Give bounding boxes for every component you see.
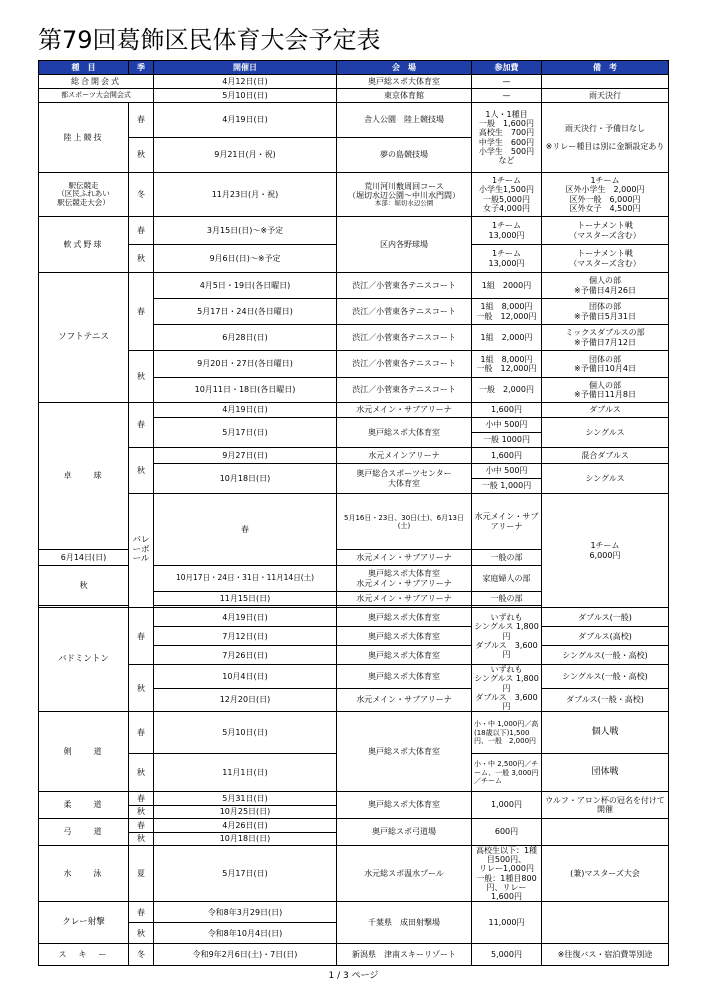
table-row [39,902,669,923]
season-label: 春 [154,494,337,566]
table-row [39,351,669,378]
event-venue: 奥戸総スポ大体育室 [337,608,472,627]
event-venue: 渋江／小菅東各テニスコート [337,351,472,378]
season-label: 冬 [129,944,154,966]
table-row [39,89,669,103]
col-fee: 参加費 [472,61,542,75]
event-name: 弓 道 [39,819,129,846]
event-date: 令和8年10月4日(日) [154,923,337,944]
event-fee: 小中 500円 [472,464,542,479]
col-event: 種 目 [39,61,129,75]
table-row [39,403,669,418]
event-date: 3月15日(日)～※予定 [154,217,337,245]
table-row [39,494,669,550]
event-date: 4月12日(日) [154,75,337,89]
event-name: クレー射撃 [39,902,129,944]
event-name: 総合開会式 [39,75,154,89]
event-name: 都スポーツ大会開会式 [39,89,154,103]
table-row [39,665,669,688]
event-note: 家庭婦人の部 [472,566,542,592]
event-date: 9月20日・27日(各日曜日) [154,351,337,378]
season-label: 春 [129,712,154,754]
event-note: ダブルス [542,403,669,418]
event-fee: 1,600円 [472,448,542,464]
event-note: 雨天決行・予備日なし ※リレー種目は別に金額設定あり [542,103,669,173]
event-venue: 新潟県 津南スキーリゾート [337,944,472,966]
event-date: 4月19日(日) [154,103,337,138]
event-fee: 高校生以下：1種目500円、 リレー1,000円 一般：1種目800円、リレー 1,600円 [472,846,542,902]
event-note: ダブルス(一般・高校) [542,688,669,711]
event-venue: 水元メイン・サブアリーナ [337,688,472,711]
event-fee: 1チーム 6,000円 [542,494,669,608]
event-venue: 渋江／小菅東各テニスコート [337,378,472,403]
season-label: 秋 [129,245,154,273]
event-date: 4月26日(日) [154,819,337,833]
season-label: 冬 [129,173,154,217]
event-venue: 奥戸総スポ大体育室 [337,665,472,688]
table-row [39,944,669,966]
event-fee: 600円 [472,819,542,846]
season-label: 秋 [129,448,154,494]
event-venue: 奥戸総スポ大体育室 [337,418,472,448]
page-title: 第79回葛飾区民体育大会予定表 [38,26,381,54]
event-note: 個人戦 [542,712,669,754]
event-date: 5月31日(日) [154,792,337,806]
header-row [39,61,669,75]
event-note: 一般の部 [472,592,542,606]
event-date: 12月20日(日) [154,688,337,711]
event-fee: 小・中 2,500円／チーム、一般 3,000円／チーム [472,754,542,792]
event-date: 10月11日・18日(各日曜日) [154,378,337,403]
event-date: 11月23日(月・祝) [154,173,337,217]
event-note: ウルフ・アロン杯の冠名を付けて開催 [542,792,669,819]
event-name: 軟式野球 [39,217,129,273]
event-venue: 奥戸総スポ大体育室 [337,627,472,646]
event-fee: 一般 1000円 [472,433,542,448]
event-note: 団体戦 [542,754,669,792]
event-name: ソフトテニス [39,273,129,403]
event-venue: 奥戸総スポ大体育室 [337,792,472,819]
col-venue: 会 場 [337,61,472,75]
season-label: 春 [129,608,154,665]
season-label: 秋 [129,351,154,403]
table-row [39,173,669,217]
col-note: 備 考 [542,61,669,75]
event-name: 陸上競技 [39,103,129,173]
event-note [542,819,669,846]
season-label: 春 [129,403,154,448]
event-date: 7月26日(日) [154,646,337,665]
event-date: 10月17日・24日・31日・11月14日(土) [154,566,337,592]
event-note: トーナメント戦 （マスターズ含む） [542,217,669,245]
event-fee: 1人・1種目 一般 1,600円 高校生 700円 中学生 600円 小学生 500円 など [472,103,542,173]
event-date: 令和9年2月6日(土)・7日(日) [154,944,337,966]
event-date: 11月1日(日) [154,754,337,792]
event-fee: 1チーム 13,000円 [472,245,542,273]
season-label: 春 [129,217,154,245]
season-label: 秋 [129,665,154,712]
event-venue: 千葉県 成田射撃場 [337,902,472,944]
event-venue: 区内各野球場 [337,217,472,273]
event-fee: 一般 1,000円 [472,479,542,494]
event-date: 9月6日(日)～※予定 [154,245,337,273]
event-date: 4月5日・19日(各日曜日) [154,273,337,299]
event-venue: 水元メイン・サブアリーナ [337,403,472,418]
season-label: 秋 [129,833,154,846]
event-date: 4月19日(日) [154,608,337,627]
event-note: 雨天決行 [542,89,669,103]
table-row [39,103,669,138]
table-row [39,75,669,89]
table-row [39,792,669,806]
event-date: 11月15日(日) [154,592,337,606]
event-note: ミックスダブルスの部 ※予備日7月12日 [542,325,669,351]
event-fee: 1チーム 小学生1,500円 一般5,000円 女子4,000円 [472,173,542,217]
event-fee: 1,600円 [472,403,542,418]
event-note: シングルス [542,418,669,448]
event-date: 10月25日(日) [154,806,337,819]
event-fee: — [472,75,542,89]
event-note: 混合ダブルス [542,448,669,464]
event-fee: 小中 500円 [472,418,542,433]
table-row [39,819,669,833]
event-date: 5月10日(日) [154,712,337,754]
event-date: 5月16日・23日、30日(土)、6月13日(土) [337,494,472,550]
event-fee: 1チーム 13,000円 [472,217,542,245]
page-number: 1 / 3 ページ [328,971,379,981]
season-label: 秋 [129,806,154,819]
event-date: 5月17日(日) [154,418,337,448]
event-date: 4月19日(日) [154,403,337,418]
event-venue: 奥戸総スポ大体育室 [337,646,472,665]
season-label: 夏 [129,846,154,902]
event-fee: 11,000円 [472,902,542,944]
event-venue: 水元メインアリーナ [337,448,472,464]
season-label: 春 [129,792,154,806]
event-note: 個人の部 ※予備日4月26日 [542,273,669,299]
col-date: 開催日 [154,61,337,75]
event-date: 10月4日(日) [154,665,337,688]
season-label: 秋 [129,138,154,173]
event-venue: 水元総スポ温水プール [337,846,472,902]
event-date: 5月17日(日) [154,846,337,902]
event-venue: 渋江／小菅東各テニスコート [337,273,472,299]
event-name: ス キ ー [39,944,129,966]
event-fee: 1組 8,000円 一般 12,000円 [472,351,542,378]
event-note: シングルス [542,464,669,494]
event-note: シングルス(一般・高校) [542,665,669,688]
event-fee: 一般 2,000円 [472,378,542,403]
event-date: 10月18日(日) [154,464,337,494]
event-note: ダブルス(一般) [542,608,669,627]
event-fee: いずれも シングルス 1,800円 ダブルス 3,600円 [472,665,542,712]
event-venue: 渋江／小菅東各テニスコート [337,299,472,325]
event-fee: 1組 8,000円 一般 12,000円 [472,299,542,325]
event-date: 令和8年3月29日(日) [154,902,337,923]
event-note [542,902,669,944]
schedule-table [38,60,669,966]
event-note: 団体の部 ※予備日10月4日 [542,351,669,378]
event-date: 7月12日(日) [154,627,337,646]
venue-sub: 本部：堀切水辺公園 [374,198,434,207]
event-date: 5月17日・24日(各日曜日) [154,299,337,325]
event-note: 1チーム 区外小学生 2,000円 区外一般 6,000円 区外女子 4,500円 [542,173,669,217]
season-label: 秋 [129,754,154,792]
event-name: バドミントン [39,608,129,712]
event-date: 9月21日(月・祝) [154,138,337,173]
event-fee: 5,000円 [472,944,542,966]
event-venue: 夢の島競技場 [337,138,472,173]
event-venue: 奥戸総スポ大体育室 水元メイン・サブアリーナ [337,566,472,592]
table-row [39,273,669,299]
season-label: 春 [129,819,154,833]
event-note: 団体の部 ※予備日5月31日 [542,299,669,325]
event-note: (兼)マスターズ大会 [542,846,669,902]
table-row [39,448,669,464]
event-fee: — [472,89,542,103]
event-note: ※往復バス・宿泊費等別途 [542,944,669,966]
event-name: 駅伝競走 （区民ふれあい 駅伝競走大会） [39,173,129,217]
event-fee: いずれも シングルス 1,800円 ダブルス 3,600円 [472,608,542,665]
event-date: 9月27日(日) [154,448,337,464]
season-label: 春 [129,103,154,138]
event-fee: 小・中 1,000円／高(18歳以下)1,500円、一般 2,000円 [472,712,542,754]
event-note: 一般の部 [472,550,542,566]
season-label: 春 [129,273,154,351]
event-date: 10月18日(日) [154,833,337,846]
event-note [542,75,669,89]
event-name: 卓 球 [39,403,129,550]
table-row [39,712,669,754]
event-name: 剣 道 [39,712,129,792]
event-venue: 奥戸総スポ大体育室 [337,75,472,89]
event-note: トーナメント戦 （マスターズ含む） [542,245,669,273]
event-name: 水 泳 [39,846,129,902]
event-name: バレーボール [129,494,154,608]
event-name: 柔 道 [39,792,129,819]
event-note: 個人の部 ※予備日11月8日 [542,378,669,403]
event-fee: 1,000円 [472,792,542,819]
event-note: シングルス(一般・高校) [542,646,669,665]
event-venue: 東京体育館 [337,89,472,103]
event-venue: 奥戸総スポ弓道場 [337,819,472,846]
season-label: 秋 [129,923,154,944]
event-venue: 舎人公園 陸上競技場 [337,103,472,138]
table-row [39,608,669,627]
table-row [39,846,669,902]
event-venue: 水元メイン・サブアリーナ [337,550,472,566]
season-label: 秋 [39,566,129,606]
season-label: 春 [129,902,154,923]
event-date: 6月14日(日) [39,550,129,566]
col-season: 季 [129,61,154,75]
table-row [39,217,669,245]
event-venue: 奥戸総合スポーツセンター 大体育室 [337,464,472,494]
event-note: ダブルス(高校) [542,627,669,646]
event-venue: 水元メイン・サブアリーナ [337,592,472,606]
event-venue: 奥戸総スポ大体育室 [337,712,472,792]
event-date: 6月28日(日) [154,325,337,351]
event-fee: 1組 2,000円 [472,325,542,351]
event-venue [337,173,472,217]
event-fee: 1組 2000円 [472,273,542,299]
event-date: 5月10日(日) [154,89,337,103]
venue-main: 荒川河川敷周回コース （堀切水辺公園～中川水門間） [348,181,460,200]
event-venue: 渋江／小菅東各テニスコート [337,325,472,351]
event-venue: 水元メイン・サブアリーナ [472,494,542,550]
